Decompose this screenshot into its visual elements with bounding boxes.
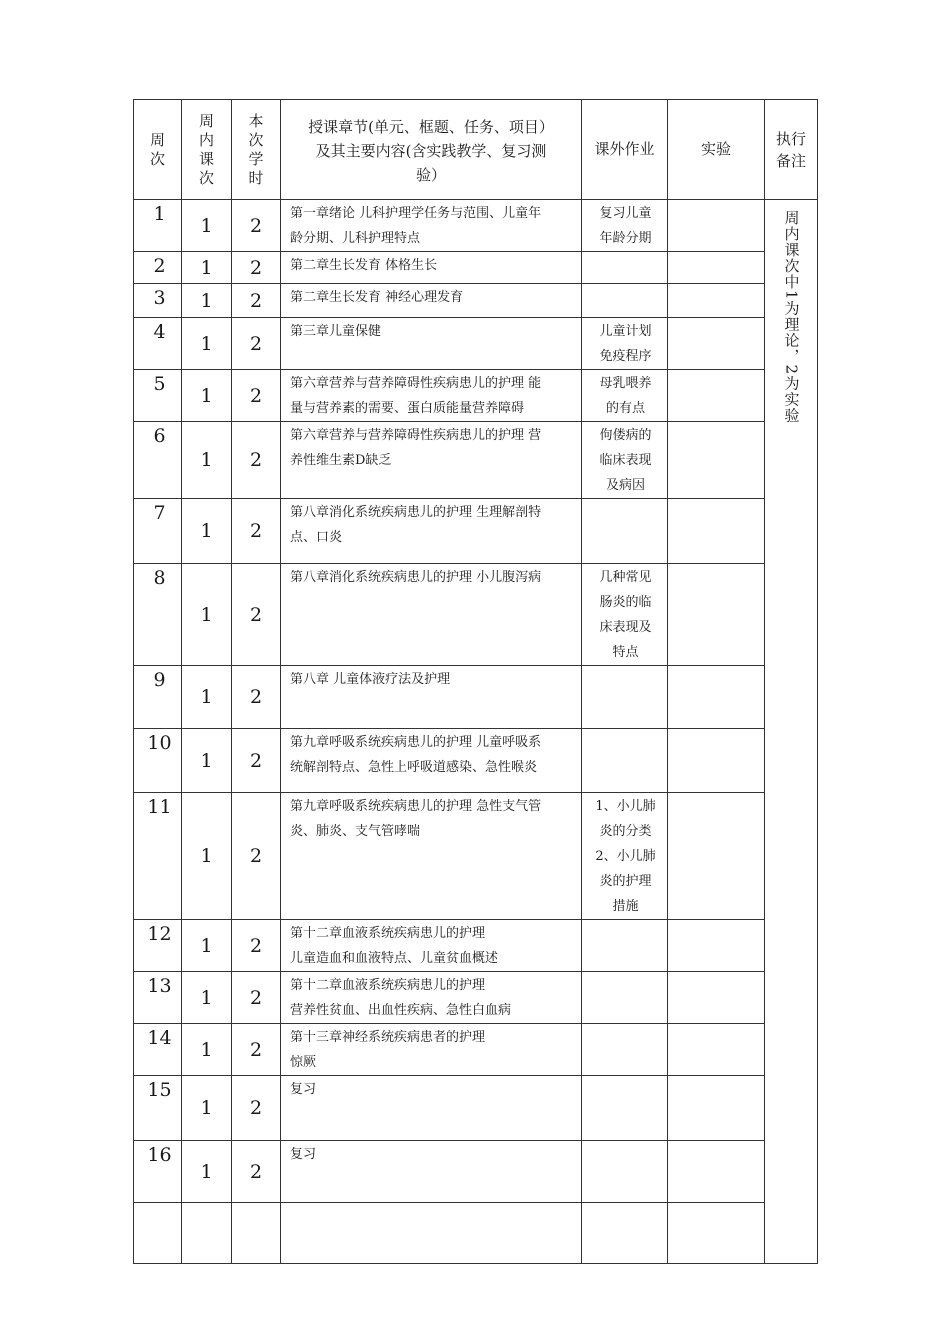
chapter-content-line: 第八章消化系统疾病患儿的护理 小儿腹泻病 <box>290 570 542 585</box>
chapter-content-line: 第八章 儿童体液疗法及护理 <box>290 672 451 687</box>
experiment-cell <box>668 499 765 564</box>
week-cell: 15 <box>134 1076 182 1141</box>
experiment-cell <box>668 920 765 972</box>
chapter-content-line: 龄分期、儿科护理特点 <box>290 231 421 246</box>
homework-cell <box>582 200 668 252</box>
chapter-content-line: 第二章生长发育 体格生长 <box>290 258 438 273</box>
week-cell: 3 <box>134 284 182 318</box>
homework-line: 儿童计划 <box>599 324 652 339</box>
week-cell: 12 <box>134 920 182 972</box>
empty-cell <box>582 1203 668 1264</box>
homework-cell <box>582 318 668 370</box>
header-remarks: 执行备注 <box>765 100 818 200</box>
class-in-week-cell: 1 <box>182 1024 232 1076</box>
class-in-week-cell: 1 <box>182 972 232 1024</box>
chapter-content-cell <box>281 793 582 920</box>
hours-cell: 2 <box>232 252 281 284</box>
table-row <box>134 1141 818 1203</box>
chapter-content-line: 第十三章神经系统疾病患者的护理 <box>290 1030 486 1045</box>
homework-cell <box>582 284 668 318</box>
week-cell: 6 <box>134 422 182 499</box>
homework-cell <box>582 729 668 793</box>
hours-cell: 2 <box>232 200 281 252</box>
experiment-cell <box>668 200 765 252</box>
empty-row <box>134 1203 818 1264</box>
empty-cell <box>182 1203 232 1264</box>
week-cell: 9 <box>134 666 182 729</box>
homework-cell <box>582 499 668 564</box>
homework-line: 年龄分期 <box>599 231 652 246</box>
experiment-cell <box>668 252 765 284</box>
homework-line: 临床表现 <box>599 453 652 468</box>
hours-cell: 2 <box>232 920 281 972</box>
experiment-cell <box>668 564 765 666</box>
remarks-text: 周内课次中1为理论，2为实验 <box>782 210 801 424</box>
homework-cell <box>582 920 668 972</box>
homework-line: 的有点 <box>605 401 645 416</box>
hours-cell: 2 <box>232 1024 281 1076</box>
chapter-content-line: 养性维生素D缺乏 <box>290 453 392 468</box>
homework-cell <box>582 793 668 920</box>
chapter-content-line: 复习 <box>290 1147 317 1162</box>
hours-cell: 2 <box>232 422 281 499</box>
week-cell: 5 <box>134 370 182 422</box>
chapter-content-cell <box>281 318 582 370</box>
homework-line: 几种常见 <box>599 570 652 585</box>
chapter-content-line: 第十二章血液系统疾病患儿的护理 <box>290 978 486 993</box>
homework-cell <box>582 972 668 1024</box>
hours-cell: 2 <box>232 972 281 1024</box>
class-in-week-cell: 1 <box>182 564 232 666</box>
table-row <box>134 1076 818 1141</box>
experiment-cell <box>668 1024 765 1076</box>
header-homework: 课外作业 <box>582 100 668 200</box>
table-row <box>134 729 818 793</box>
class-in-week-cell: 1 <box>182 729 232 793</box>
header-chapter: 授课章节(单元、框题、任务、项目） 及其主要内容(含实践教学、复习测 验） <box>281 100 582 200</box>
hours-cell: 2 <box>232 499 281 564</box>
experiment-cell <box>668 370 765 422</box>
class-in-week-cell: 1 <box>182 252 232 284</box>
homework-line: 及病因 <box>605 478 645 493</box>
class-in-week-cell: 1 <box>182 499 232 564</box>
header-row <box>134 100 818 200</box>
chapter-content-line: 点、口炎 <box>290 530 343 545</box>
chapter-content-cell <box>281 252 582 284</box>
homework-line: 免疫程序 <box>599 349 652 364</box>
header-experiment: 实验 <box>668 100 765 200</box>
empty-cell <box>668 1203 765 1264</box>
homework-cell <box>582 1141 668 1203</box>
homework-line: 1、小儿肺 <box>595 799 656 814</box>
table-row <box>134 564 818 666</box>
course-schedule-table <box>133 99 818 1264</box>
hours-cell: 2 <box>232 318 281 370</box>
chapter-content-line: 第十二章血液系统疾病患儿的护理 <box>290 926 486 941</box>
chapter-content-line: 量与营养素的需要、蛋白质能量营养障碍 <box>290 401 525 416</box>
class-in-week-cell: 1 <box>182 666 232 729</box>
class-in-week-cell: 1 <box>182 284 232 318</box>
experiment-cell <box>668 284 765 318</box>
chapter-content-line: 营养性贫血、出血性疾病、急性白血病 <box>290 1003 512 1018</box>
table-row <box>134 499 818 564</box>
remarks-cell <box>765 200 818 1264</box>
table-row <box>134 666 818 729</box>
homework-line: 肠炎的临 <box>599 595 652 610</box>
table-row <box>134 1024 818 1076</box>
chapter-content-cell <box>281 1141 582 1203</box>
experiment-cell <box>668 729 765 793</box>
week-cell: 1 <box>134 200 182 252</box>
chapter-content-line: 统解剖特点、急性上呼吸道感染、急性喉炎 <box>290 760 538 775</box>
hours-cell: 2 <box>232 729 281 793</box>
chapter-content-cell <box>281 1024 582 1076</box>
header-hours: 本次学时 <box>232 100 281 200</box>
experiment-cell <box>668 666 765 729</box>
hours-cell: 2 <box>232 793 281 920</box>
empty-cell <box>232 1203 281 1264</box>
empty-cell <box>134 1203 182 1264</box>
experiment-cell <box>668 1141 765 1203</box>
chapter-content-cell <box>281 370 582 422</box>
class-in-week-cell: 1 <box>182 1141 232 1203</box>
homework-line: 复习儿童 <box>599 206 652 221</box>
week-cell: 11 <box>134 793 182 920</box>
empty-cell <box>281 1203 582 1264</box>
header-week: 周次 <box>134 100 182 200</box>
chapter-content-line: 第九章呼吸系统疾病患儿的护理 急性支气管 <box>290 799 542 814</box>
class-in-week-cell: 1 <box>182 1076 232 1141</box>
chapter-content-line: 第八章消化系统疾病患儿的护理 生理解剖特 <box>290 505 542 520</box>
table-row <box>134 793 818 920</box>
week-cell: 13 <box>134 972 182 1024</box>
hours-cell: 2 <box>232 370 281 422</box>
chapter-content-cell <box>281 666 582 729</box>
homework-cell <box>582 422 668 499</box>
hours-cell: 2 <box>232 1076 281 1141</box>
class-in-week-cell: 1 <box>182 318 232 370</box>
homework-cell <box>582 666 668 729</box>
table-row <box>134 920 818 972</box>
week-cell: 4 <box>134 318 182 370</box>
chapter-content-line: 第三章儿童保健 <box>290 324 382 339</box>
week-cell: 10 <box>134 729 182 793</box>
hours-cell: 2 <box>232 284 281 318</box>
homework-cell <box>582 564 668 666</box>
week-cell: 14 <box>134 1024 182 1076</box>
class-in-week-cell: 1 <box>182 920 232 972</box>
homework-line: 特点 <box>612 645 639 660</box>
hours-cell: 2 <box>232 666 281 729</box>
table-row <box>134 318 818 370</box>
table-row <box>134 422 818 499</box>
chapter-content-cell <box>281 200 582 252</box>
class-in-week-cell: 1 <box>182 422 232 499</box>
week-cell: 16 <box>134 1141 182 1203</box>
class-in-week-cell: 1 <box>182 200 232 252</box>
experiment-cell <box>668 793 765 920</box>
table-row <box>134 972 818 1024</box>
class-in-week-cell: 1 <box>182 370 232 422</box>
chapter-content-cell <box>281 422 582 499</box>
homework-line: 炎的护理 <box>599 874 652 889</box>
experiment-cell <box>668 422 765 499</box>
chapter-content-line: 第九章呼吸系统疾病患儿的护理 儿童呼吸系 <box>290 735 542 750</box>
week-cell: 7 <box>134 499 182 564</box>
chapter-content-line: 炎、肺炎、支气管哮喘 <box>290 824 421 839</box>
homework-cell <box>582 1076 668 1141</box>
homework-cell <box>582 370 668 422</box>
chapter-content-line: 儿童造血和血液特点、儿童贫血概述 <box>290 951 499 966</box>
week-cell: 8 <box>134 564 182 666</box>
chapter-content-line: 惊厥 <box>290 1055 317 1070</box>
chapter-content-cell <box>281 972 582 1024</box>
chapter-content-cell <box>281 729 582 793</box>
chapter-content-line: 第六章营养与营养障碍性疾病患儿的护理 营 <box>290 428 542 443</box>
homework-line: 床表现及 <box>599 620 652 635</box>
hours-cell: 2 <box>232 1141 281 1203</box>
hours-cell: 2 <box>232 564 281 666</box>
week-cell: 2 <box>134 252 182 284</box>
homework-cell <box>582 1024 668 1076</box>
chapter-content-cell <box>281 1076 582 1141</box>
chapter-content-line: 第二章生长发育 神经心理发育 <box>290 290 464 305</box>
homework-cell <box>582 252 668 284</box>
chapter-content-line: 复习 <box>290 1082 317 1097</box>
homework-line: 措施 <box>612 899 639 914</box>
class-in-week-cell: 1 <box>182 793 232 920</box>
chapter-content-cell <box>281 284 582 318</box>
chapter-content-cell <box>281 499 582 564</box>
table-row <box>134 200 818 252</box>
homework-line: 2、小儿肺 <box>595 849 656 864</box>
header-class-in-week: 周内课次 <box>182 100 232 200</box>
chapter-content-line: 第一章绪论 儿科护理学任务与范围、儿童年 <box>290 206 542 221</box>
experiment-cell <box>668 1076 765 1141</box>
homework-line: 佝偻病的 <box>599 428 652 443</box>
experiment-cell <box>668 318 765 370</box>
table-row <box>134 252 818 284</box>
chapter-content-cell <box>281 564 582 666</box>
homework-line: 炎的分类 <box>599 824 652 839</box>
table-row <box>134 370 818 422</box>
experiment-cell <box>668 972 765 1024</box>
table-row <box>134 284 818 318</box>
homework-line: 母乳喂养 <box>599 376 652 391</box>
chapter-content-cell <box>281 920 582 972</box>
chapter-content-line: 第六章营养与营养障碍性疾病患儿的护理 能 <box>290 376 542 391</box>
